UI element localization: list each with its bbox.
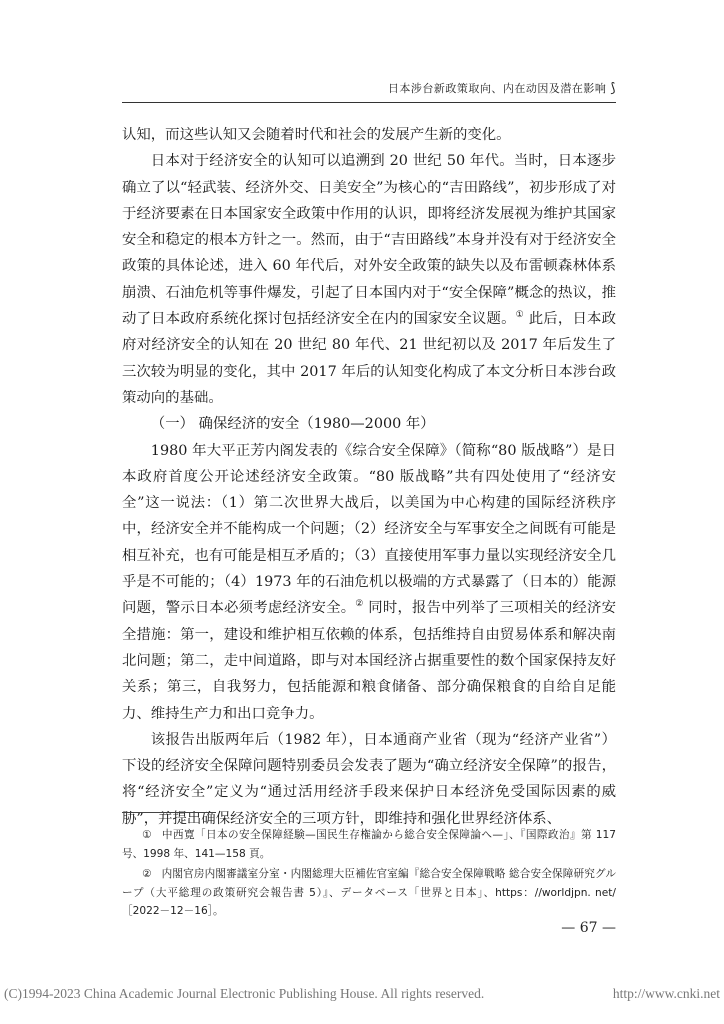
running-header [388,80,616,96]
header-rule [122,102,616,103]
paragraph-origins [122,148,616,411]
paragraph-text: 此后，日本政府对经济安全的认知在 20 世纪 80 年代、21 世纪初以及 2017 年后发生了三次较为明显的变化，其中 2017 年后的认知变化构成了本文分析日本涉台政策动向的基础。 [122,311,616,406]
running-title: 日本涉台新政策取向、内在动因及潜在影响 [387,82,607,95]
article-body [122,122,616,832]
cnki-link[interactable]: http://www.cnki.net [612,986,720,1001]
footnote-2 [122,865,616,921]
journal-logo-icon: ⟆ [610,80,616,96]
paragraph-1982-report: 该报告出版两年后（1982 年），日本通商产业省（现为“经济产业省”）下设的经济安全保障问题特别委员会发表了题为“确立经济安全保障”的报告，将“经济安全”定义为“通过活用经济手段来保护日本经济免受国际因素的威胁”，并提出确保经济安全的三项方针，即维持和强化世界经济体系、 [122,731,616,827]
page-number: — 67 — [561,920,616,936]
copyright-notice: (C)1994-2023 China Academic Journal Electronic Publishing House. All rights reserved. [4,986,485,1001]
footnote-ref-1[interactable]: ① [515,310,524,321]
footnote-text: 中西寛「日本の安全保障経験—国民生存権論から総合安全保障論へ—」、『国際政治』第 117 号、1998 年、141—158 頁。 [122,829,616,860]
footnote-ref-2[interactable]: ② [355,599,364,610]
paragraph-1980-strategy [122,438,616,727]
footnote-1 [122,826,616,863]
footnote-text: 内閣官房内閣審議室分室・内閣総理大臣補佐官室編『総合安全保障戦略 総合安全保障研究グループ（大平総理の政策研究会報告書 5）』、データベース「世界と日本」、https：//worldjpn. net/［2022－12－16］。 [122,868,617,917]
footnote-rule [122,812,216,813]
copyright-footer [4,986,720,1002]
section-subheading: （一） 确保经济的安全（1980—2000 年） [150,416,435,433]
footnote-mark: ② [142,868,152,880]
paragraph-text: 1980 年大平正芳内阁发表的《综合安全保障》（简称“80 版战略”）是日本政府首度公开论述经济安全政策。“80 版战略”共有四处使用了“经济安全”这一说法：（1）第二次世界大战后，以美国为中心构建的国际经济秩序中，经济安全并不能构成一个问题；（2）经济安全与军事安全之间既有可能是相互补充，也有可能是相互矛盾的；（3）直接使用军事力量以实现经济安全几乎是不可能的；（4）1973 年的石油危机以极端的方式暴露了（日本的）能源问题，警示日本必须考虑经济安全。 [122,442,616,617]
paragraph-continued: 认知，而这些认知又会随着时代和社会的发展产生新的变化。 [122,127,511,143]
footnote-mark: ① [142,829,152,841]
footnotes [122,826,616,923]
paragraph-text: 同时，报告中列举了三项相关的经济安全措施：第一，建设和维护相互依赖的体系，包括维持自由贸易体系和解决南北问题；第二，走中间道路，即与对本国经济占据重要性的数个国家保持友好关系；第三，自我努力，包括能源和粮食储备、部分确保粮食的自给自足能力、维持生产力和出口竞争力。 [122,600,616,722]
paragraph-text: 日本对于经济安全的认知可以追溯到 20 世纪 50 年代。当时，日本逐步确立了以“轻武装、经济外交、日美安全”为核心的“吉田路线”，初步形成了对于经济要素在日本国家安全政策中作用的认识，即将经济发展视为维护其国家安全和稳定的根本方针之一。然而，由于“吉田路线”本身并没有对于经济安全政策的具体论述，进入 60 年代后，对外安全政策的缺失以及布雷顿森林体系崩溃、石油危机等事件爆发，引起了日本国内对于“安全保障”概念的热议，推动了日本政府系统化探讨包括经济安全在内的国家安全议题。 [122,153,616,328]
